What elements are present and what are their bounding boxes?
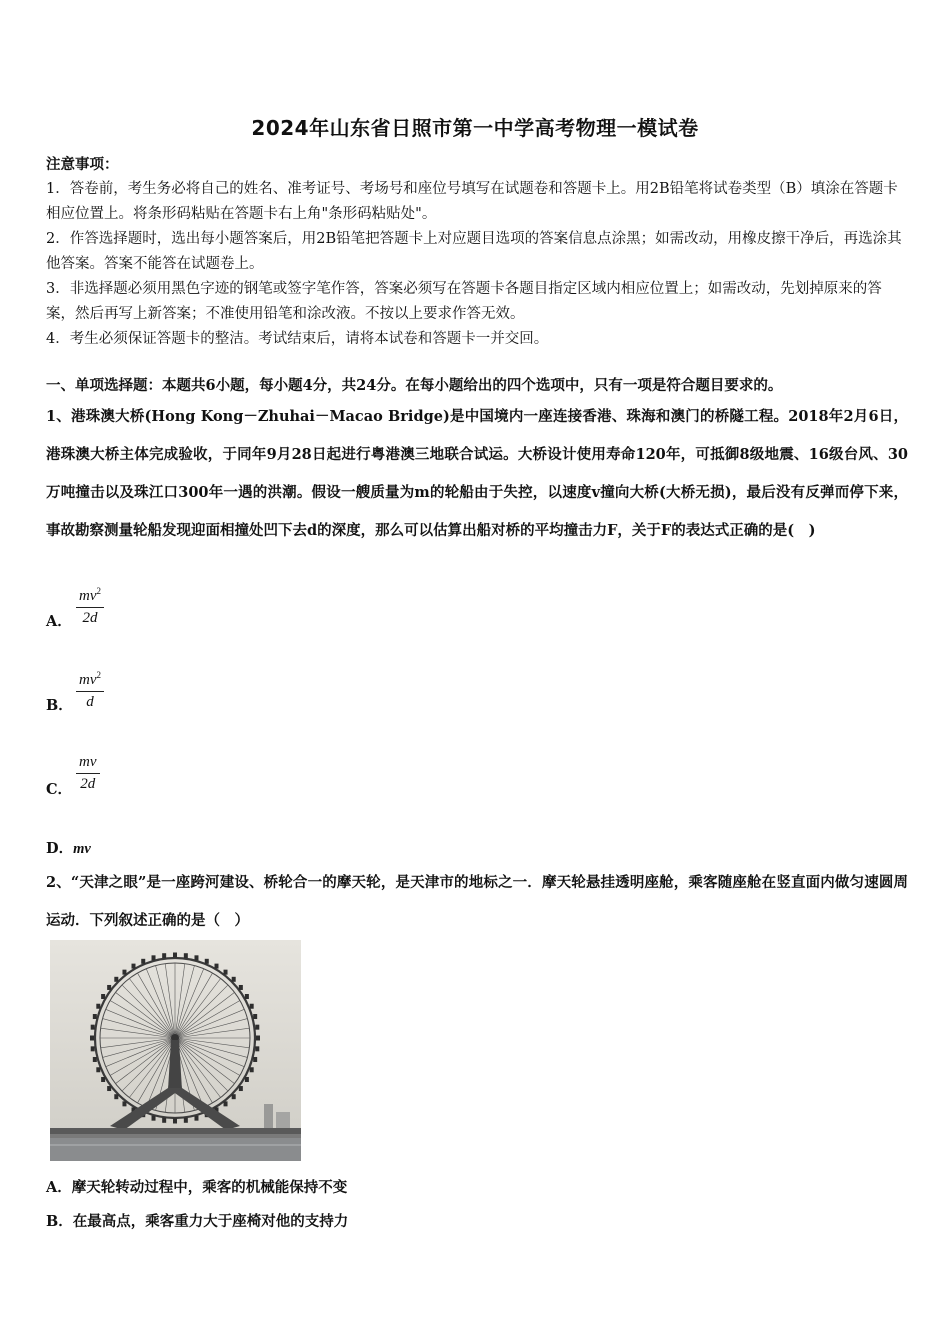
option-b-exponent: 2 — [96, 670, 101, 680]
wheel-cabin — [239, 985, 243, 990]
notice-item-2: 2．作答选择题时，选出每小题答案后，用2B铅笔把答题卡上对应题目选项的答案信息点涂黑；如需改动，用橡皮擦干净后，再选涂其他答案。答案不能答在试题卷上。 — [46, 231, 902, 272]
wheel-cabin — [107, 985, 111, 990]
wheel-cabin — [122, 1101, 126, 1106]
option-a-denominator: 2d — [82, 610, 98, 626]
q2-option-b: B．在最高点，乘客重力大于座椅对他的支持力 — [46, 1213, 349, 1230]
wheel-cabin — [101, 1077, 105, 1082]
option-c-formula — [76, 754, 100, 793]
option-d — [46, 837, 91, 858]
distant-building — [276, 1112, 290, 1130]
section-heading: 一、单项选择题：本题共6小题，每小题4分，共24分。在每小题给出的四个选项中，只有一项是符合题目要求的。 — [46, 377, 783, 394]
wheel-cabin — [107, 1086, 111, 1091]
option-c-label: C． — [46, 781, 73, 798]
wheel-cabin — [162, 953, 166, 958]
wheel-cabin — [152, 955, 156, 960]
option-c-denominator: 2d — [80, 776, 96, 792]
wheel-cabin — [215, 964, 219, 969]
wheel-cabin — [256, 1036, 260, 1041]
option-a-formula — [76, 586, 104, 627]
wheel-cabin — [162, 1118, 166, 1123]
q2-option-a: A．摩天轮转动过程中，乘客的机械能保持不变 — [46, 1179, 348, 1196]
wheel-cabin — [253, 1057, 257, 1062]
option-b-denominator: d — [86, 694, 94, 710]
notice-item-1: 1．答卷前，考生务必将自己的姓名、准考证号、考场号和座位号填写在试题卷和答题卡上。用2B铅笔将试卷类型（B）填涂在答题卡相应位置上。将条形码粘贴在答题卡右上角"条形码粘贴处"。 — [46, 181, 898, 222]
river-water — [50, 1138, 301, 1161]
wheel-cabin — [232, 1094, 236, 1099]
fraction-bar — [76, 607, 104, 608]
wheel-cabin — [232, 977, 236, 982]
notice-block — [46, 152, 906, 352]
wheel-cabin — [91, 1025, 95, 1030]
wheel-cabin — [194, 955, 198, 960]
wheel-cabin — [255, 1046, 259, 1051]
wheel-cabin — [96, 1067, 100, 1072]
wheel-cabin — [250, 1004, 254, 1009]
option-c-numerator: mv — [79, 754, 97, 770]
bridge-deck — [50, 1128, 301, 1134]
wheel-cabin — [255, 1025, 259, 1030]
wheel-cabin — [194, 1116, 198, 1121]
question-1-stem: 1、港珠澳大桥(Hong Kong－Zhuhai－Macao Bridge)是中国境内一座连接香港、珠海和澳门的桥隧工程。2018年2月6日，港珠澳大桥主体完成验收，于同年9月28日起进行粤港澳三地联合试运。大桥设计使用寿命120年，可抵御8级地震、16级台风、30万吨撞击以及珠江口300年一遇的洪潮。假设一艘质量为m的轮船由于失控，以速度v撞向大桥(大桥无损)，最后没有反弹而停下来，事故勘察测量轮船发现迎面相撞处凹下去d的深度，那么可以估算出船对桥的平均撞击力F，关于F的表达式正确的是( ) — [46, 408, 908, 539]
wheel-cabin — [224, 1101, 228, 1106]
fraction-bar — [76, 691, 104, 692]
option-b-formula — [76, 670, 104, 711]
wheel-cabin — [253, 1014, 257, 1019]
wheel-cabin — [245, 1077, 249, 1082]
water-reflection — [50, 1144, 301, 1146]
option-a-label: A． — [46, 613, 72, 630]
distant-building — [264, 1104, 273, 1130]
option-a-exponent: 2 — [96, 586, 101, 596]
ferris-wheel-photo — [50, 940, 301, 1161]
question-2-stem: 2、“天津之眼”是一座跨河建设、桥轮合一的摩天轮，是天津市的地标之一．摩天轮悬挂透明座舱，乘客随座舱在竖直面内做匀速圆周运动．下列叙述正确的是（ ） — [46, 874, 908, 929]
wheel-cabin — [250, 1067, 254, 1072]
wheel-cabin — [132, 964, 136, 969]
notice-item-4: 4．考生必须保证答题卡的整洁。考试结束后，请将本试卷和答题卡一并交回。 — [46, 331, 549, 347]
option-d-label: D． — [46, 840, 74, 857]
wheel-cabin — [91, 1046, 95, 1051]
option-d-text: mv — [73, 841, 91, 857]
wheel-cabin — [101, 994, 105, 999]
bridge-rail — [50, 1134, 301, 1138]
wheel-cabin — [224, 970, 228, 975]
wheel-cabin — [93, 1014, 97, 1019]
wheel-cabin — [114, 1094, 118, 1099]
wheel-cabin — [141, 959, 145, 964]
wheel-cabin — [239, 1086, 243, 1091]
wheel-cabin — [90, 1036, 94, 1041]
page-title: 2024年山东省日照市第一中学高考物理一模试卷 — [251, 116, 699, 140]
wheel-cabin — [114, 977, 118, 982]
wheel-cabin — [152, 1116, 156, 1121]
notice-heading: 注意事项： — [46, 156, 119, 173]
option-b-label: B． — [46, 697, 73, 714]
wheel-cabin — [205, 959, 209, 964]
wheel-cabin — [173, 953, 177, 958]
wheel-cabin — [184, 1118, 188, 1123]
wheel-cabin — [173, 1119, 177, 1124]
wheel-cabin — [96, 1004, 100, 1009]
wheel-cabin — [93, 1057, 97, 1062]
option-a-numerator: mv — [79, 588, 97, 604]
option-b-numerator: mv — [79, 672, 97, 688]
fraction-bar — [76, 773, 100, 774]
wheel-cabin — [122, 970, 126, 975]
notice-item-3: 3．非选择题必须用黑色字迹的钢笔或签字笔作答，答案必须写在答题卡各题目指定区域内相应位置上；如需改动，先划掉原来的答案，然后再写上新答案；不准使用铅笔和涂改液。不按以上要求作答无效。 — [46, 281, 882, 322]
wheel-cabin — [184, 953, 188, 958]
wheel-cabin — [245, 994, 249, 999]
